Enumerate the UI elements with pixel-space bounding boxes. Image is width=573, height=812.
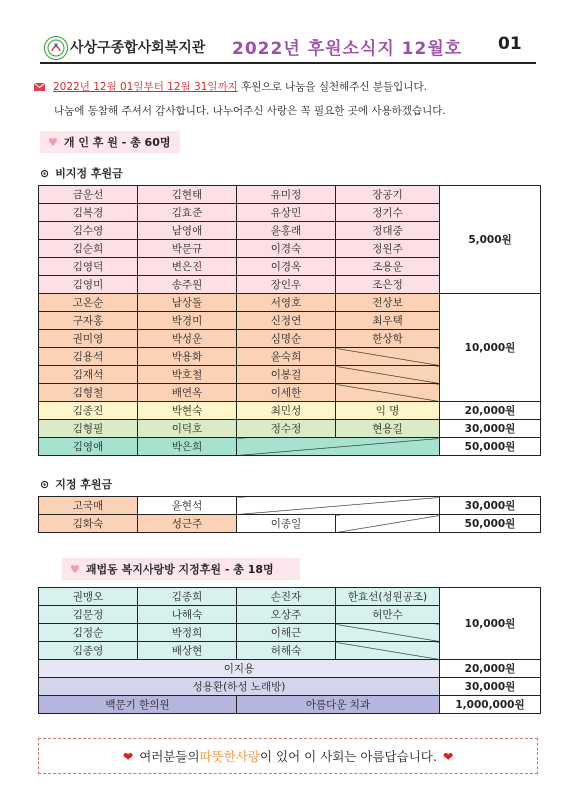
designated-heading-text: 지정 후원금 <box>55 478 113 491</box>
empty-cell <box>336 642 440 660</box>
donor-name-cell: 백문기 한의원 <box>39 696 237 714</box>
amount-cell: 10,000원 <box>440 294 541 402</box>
amount-cell: 20,000원 <box>440 402 541 420</box>
donor-name-cell: 김영미 <box>39 276 138 294</box>
donor-name-cell: 이종일 <box>237 515 336 533</box>
intro-line-2: 나눔에 동참해 주셔서 감사합니다. 나누어주신 사랑은 꼭 필요한 곳에 사용하겠습니다. <box>54 105 446 117</box>
donor-name-cell: 나해숙 <box>138 606 237 624</box>
donor-name-cell: 허만수 <box>336 606 440 624</box>
donor-name-cell: 정대중 <box>336 222 440 240</box>
welfare-room-heading <box>62 558 300 580</box>
donor-name-cell: 윤숙희 <box>237 348 336 366</box>
newsletter-title: 2022년 후원소식지 12월호 <box>232 39 463 59</box>
donor-name-cell: 조은정 <box>336 276 440 294</box>
donor-name-cell: 박문규 <box>138 240 237 258</box>
table-row <box>39 515 541 533</box>
table-row <box>39 660 541 678</box>
donor-name-cell: 정원주 <box>336 240 440 258</box>
non-designated-table <box>38 185 541 456</box>
donor-name-cell: 유상민 <box>237 204 336 222</box>
donor-name-cell: 김문정 <box>39 606 138 624</box>
heart-icon: ♥ <box>70 563 80 576</box>
donor-name-cell: 박은희 <box>138 438 237 456</box>
donor-name-cell: 김용석 <box>39 348 138 366</box>
donor-name-cell: 박정희 <box>138 624 237 642</box>
empty-cell <box>336 366 440 384</box>
donor-name-cell: 윤현석 <box>138 497 237 515</box>
donor-name-cell: 아름다운 치과 <box>237 696 440 714</box>
donor-name-cell: 이지용 <box>39 660 440 678</box>
donation-period: 2022년 12월 01일부터 12월 31일까지 <box>53 81 238 93</box>
donor-name-cell: 이경옥 <box>237 258 336 276</box>
bullet-circle-icon: ⊙ <box>40 167 50 180</box>
header-divider <box>40 62 536 64</box>
donor-name-cell: 권맹오 <box>39 588 138 606</box>
donor-name-cell: 현용길 <box>336 420 440 438</box>
closing-highlight-1: 따뜻한 <box>199 749 236 764</box>
amount-cell: 30,000원 <box>440 420 541 438</box>
donor-name-cell: 배상현 <box>138 642 237 660</box>
donor-name-cell: 박호철 <box>138 366 237 384</box>
donor-name-cell: 송주원 <box>138 276 237 294</box>
welfare-room-table <box>38 587 541 714</box>
donor-name-cell: 윤홍래 <box>237 222 336 240</box>
donor-name-cell: 신정연 <box>237 312 336 330</box>
donor-name-cell: 조용운 <box>336 258 440 276</box>
donor-name-cell: 손진자 <box>237 588 336 606</box>
amount-cell: 10,000원 <box>440 588 541 660</box>
donor-name-cell: 김영애 <box>39 438 138 456</box>
donor-name-cell: 구자홍 <box>39 312 138 330</box>
designated-heading <box>40 476 112 492</box>
donor-name-cell: 김정순 <box>39 624 138 642</box>
donor-name-cell: 권미영 <box>39 330 138 348</box>
table-row <box>39 186 541 204</box>
donor-name-cell: 장공기 <box>336 186 440 204</box>
donor-name-cell: 김효준 <box>138 204 237 222</box>
page-number: 01 <box>498 34 522 54</box>
donor-name-cell: 남상돌 <box>138 294 237 312</box>
empty-cell <box>336 348 440 366</box>
donor-name-cell: 이덕호 <box>138 420 237 438</box>
donor-name-cell: 박성운 <box>138 330 237 348</box>
intro-text-1: 후원으로 나눔을 실천해주신 분들입니다. <box>237 81 427 93</box>
donor-name-cell: 오상주 <box>237 606 336 624</box>
donor-name-cell: 정기수 <box>336 204 440 222</box>
amount-cell: 50,000원 <box>440 438 541 456</box>
donor-name-cell: 박용화 <box>138 348 237 366</box>
closing-text-1: 여러분들의 <box>139 749 200 764</box>
empty-cell <box>237 438 440 456</box>
donor-name-cell: 장인우 <box>237 276 336 294</box>
donor-name-cell: 박경미 <box>138 312 237 330</box>
donor-name-cell: 이경숙 <box>237 240 336 258</box>
amount-cell: 20,000원 <box>440 660 541 678</box>
heart-icon: ♥ <box>48 136 58 149</box>
amount-cell: 5,000원 <box>440 186 541 294</box>
empty-cell <box>336 515 440 533</box>
donor-name-cell: 한효선(성원공조) <box>336 588 440 606</box>
amount-cell: 1,000,000원 <box>440 696 541 714</box>
heart-icon: ❤ <box>122 748 134 764</box>
table-row <box>39 678 541 696</box>
empty-cell <box>336 384 440 402</box>
table-row <box>39 294 541 312</box>
donor-name-cell: 김종희 <box>138 588 237 606</box>
donor-name-cell: 남영애 <box>138 222 237 240</box>
donor-name-cell: 익 명 <box>336 402 440 420</box>
individual-heading-text: 개 인 후 원 - 총 60명 <box>63 136 171 149</box>
non-designated-heading <box>40 165 123 181</box>
non-designated-heading-text: 비지정 후원금 <box>55 167 123 180</box>
heart-icon: ❤ <box>442 748 454 764</box>
donor-name-cell: 김형철 <box>39 384 138 402</box>
donor-name-cell: 이해근 <box>237 624 336 642</box>
designated-table <box>38 496 541 533</box>
donor-name-cell: 박현숙 <box>138 402 237 420</box>
closing-message-box <box>38 738 538 774</box>
closing-highlight-2: 사랑 <box>235 749 260 764</box>
donor-name-cell: 이세한 <box>237 384 336 402</box>
donor-name-cell: 김화숙 <box>39 515 138 533</box>
amount-cell: 30,000원 <box>440 497 541 515</box>
table-row <box>39 696 541 714</box>
donor-name-cell: 이봉걸 <box>237 366 336 384</box>
donor-name-cell: 김순희 <box>39 240 138 258</box>
donor-name-cell: 김복경 <box>39 204 138 222</box>
logo-emblem <box>44 36 68 60</box>
table-row <box>39 588 541 606</box>
donor-name-cell: 김재석 <box>39 366 138 384</box>
donor-name-cell: 고온순 <box>39 294 138 312</box>
donor-name-cell: 최우택 <box>336 312 440 330</box>
table-row <box>39 438 541 456</box>
org-name: 사상구종합사회복지관 <box>70 40 206 56</box>
donor-name-cell: 김영덕 <box>39 258 138 276</box>
donor-name-cell: 최민성 <box>237 402 336 420</box>
donor-name-cell: 전상보 <box>336 294 440 312</box>
donor-name-cell: 허해숙 <box>237 642 336 660</box>
individual-donation-heading <box>40 131 180 153</box>
table-row <box>39 497 541 515</box>
donor-name-cell: 성근주 <box>138 515 237 533</box>
donor-name-cell: 배연옥 <box>138 384 237 402</box>
donor-name-cell: 한상학 <box>336 330 440 348</box>
mail-icon <box>34 83 45 91</box>
donor-name-cell: 김종진 <box>39 402 138 420</box>
donor-name-cell: 유미정 <box>237 186 336 204</box>
donor-name-cell: 성용환(하성 노래방) <box>39 678 440 696</box>
donor-name-cell: 서영호 <box>237 294 336 312</box>
donor-name-cell: 정수정 <box>237 420 336 438</box>
donor-name-cell: 김수영 <box>39 222 138 240</box>
donor-name-cell: 변은진 <box>138 258 237 276</box>
donor-name-cell: 김종영 <box>39 642 138 660</box>
donor-name-cell: 금운선 <box>39 186 138 204</box>
empty-cell <box>336 624 440 642</box>
amount-cell: 30,000원 <box>440 678 541 696</box>
closing-text-2: 이 있어 이 사회는 아름답습니다. <box>259 749 437 764</box>
intro-line-1 <box>34 79 427 94</box>
table-row <box>39 402 541 420</box>
donor-name-cell: 김현태 <box>138 186 237 204</box>
donor-name-cell: 김형필 <box>39 420 138 438</box>
donor-name-cell: 심명순 <box>237 330 336 348</box>
bullet-circle-icon: ⊙ <box>40 478 50 491</box>
amount-cell: 50,000원 <box>440 515 541 533</box>
empty-cell <box>237 497 440 515</box>
donor-name-cell: 고국매 <box>39 497 138 515</box>
table-row <box>39 420 541 438</box>
welfare-room-heading-text: 괘법동 복지사랑방 지정후원 - 총 18명 <box>85 563 274 576</box>
